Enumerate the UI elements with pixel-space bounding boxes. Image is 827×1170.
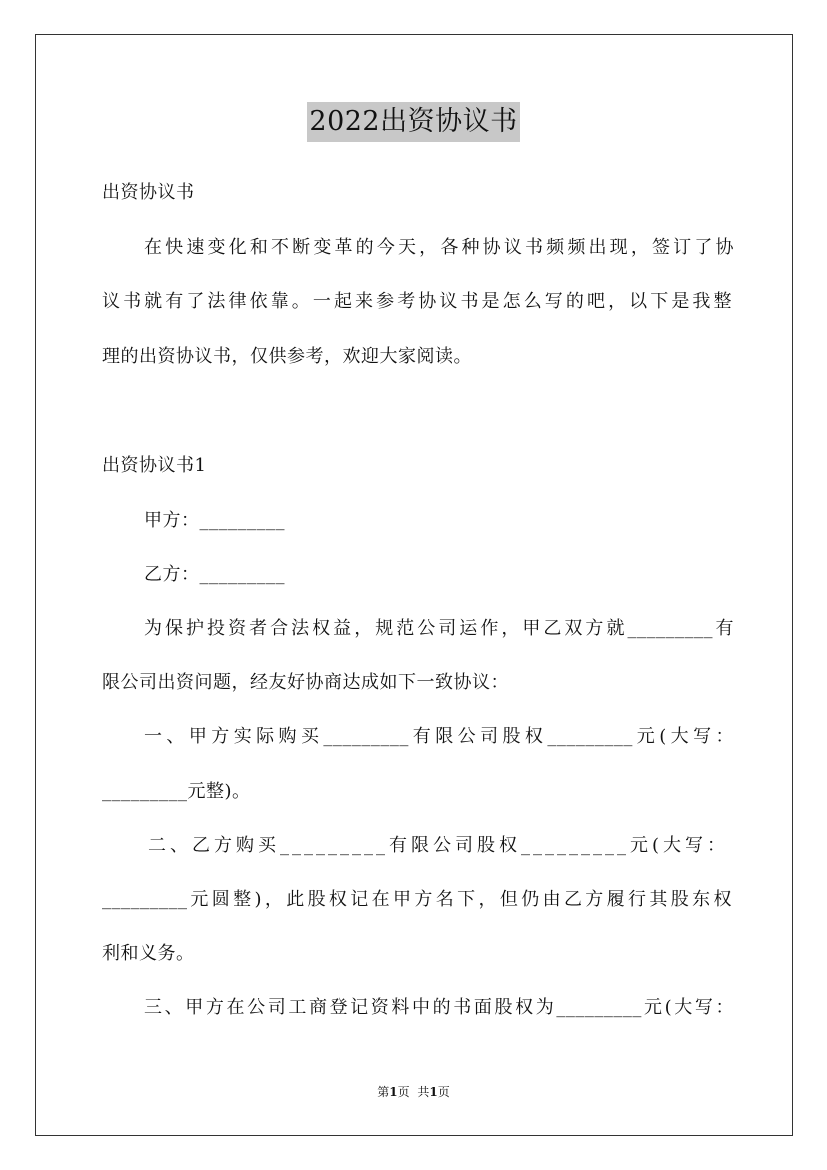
section-heading: 出资协议书 <box>102 182 195 203</box>
clause-2-line: 利和义务。 <box>102 943 195 964</box>
preamble-line: 为保护投资者合法权益，规范公司运作，甲乙双方就_________有 <box>144 618 734 639</box>
clause-2-line: 二、乙方购买_________有限公司股权_________元(大写： <box>148 835 728 856</box>
page-label-suffix: 页 <box>397 1085 410 1099</box>
title-container <box>0 102 827 142</box>
intro-paragraph-line: 理的出资协议书，仅供参考，欢迎大家阅读。 <box>102 346 472 367</box>
clause-2-line: _________元圆整)，此股权记在甲方名下，但仍由乙方履行其股东权 <box>102 889 732 910</box>
document-title: 2022出资协议书 <box>307 102 519 142</box>
intro-paragraph-line: 在快速变化和不断变革的今天，各种协议书频频出现，签订了协 <box>144 237 734 258</box>
intro-paragraph-line: 议书就有了法律依靠。一起来参考协议书是怎么写的吧，以下是我整 <box>102 291 732 312</box>
party-a-field: 甲方：_________ <box>144 510 285 531</box>
total-label-suffix: 页 <box>437 1085 450 1099</box>
party-b-field: 乙方：_________ <box>144 564 285 585</box>
total-pages: 1 <box>429 1085 438 1099</box>
clause-1-line: _________元整)。 <box>102 781 251 802</box>
agreement-heading: 出资协议书1 <box>102 455 207 476</box>
preamble-line: 限公司出资问题，经友好协商达成如下一致协议： <box>102 672 509 693</box>
page-label-prefix: 第 <box>377 1085 390 1099</box>
total-label-prefix: 共 <box>417 1085 430 1099</box>
clause-1-line: 一、甲方实际购买_________有限公司股权_________元(大写： <box>144 726 734 747</box>
clause-3-line: 三、甲方在公司工商登记资料中的书面股权为_________元(大写： <box>144 997 734 1018</box>
page-number: 1 <box>389 1085 398 1099</box>
page-footer <box>0 1084 827 1100</box>
